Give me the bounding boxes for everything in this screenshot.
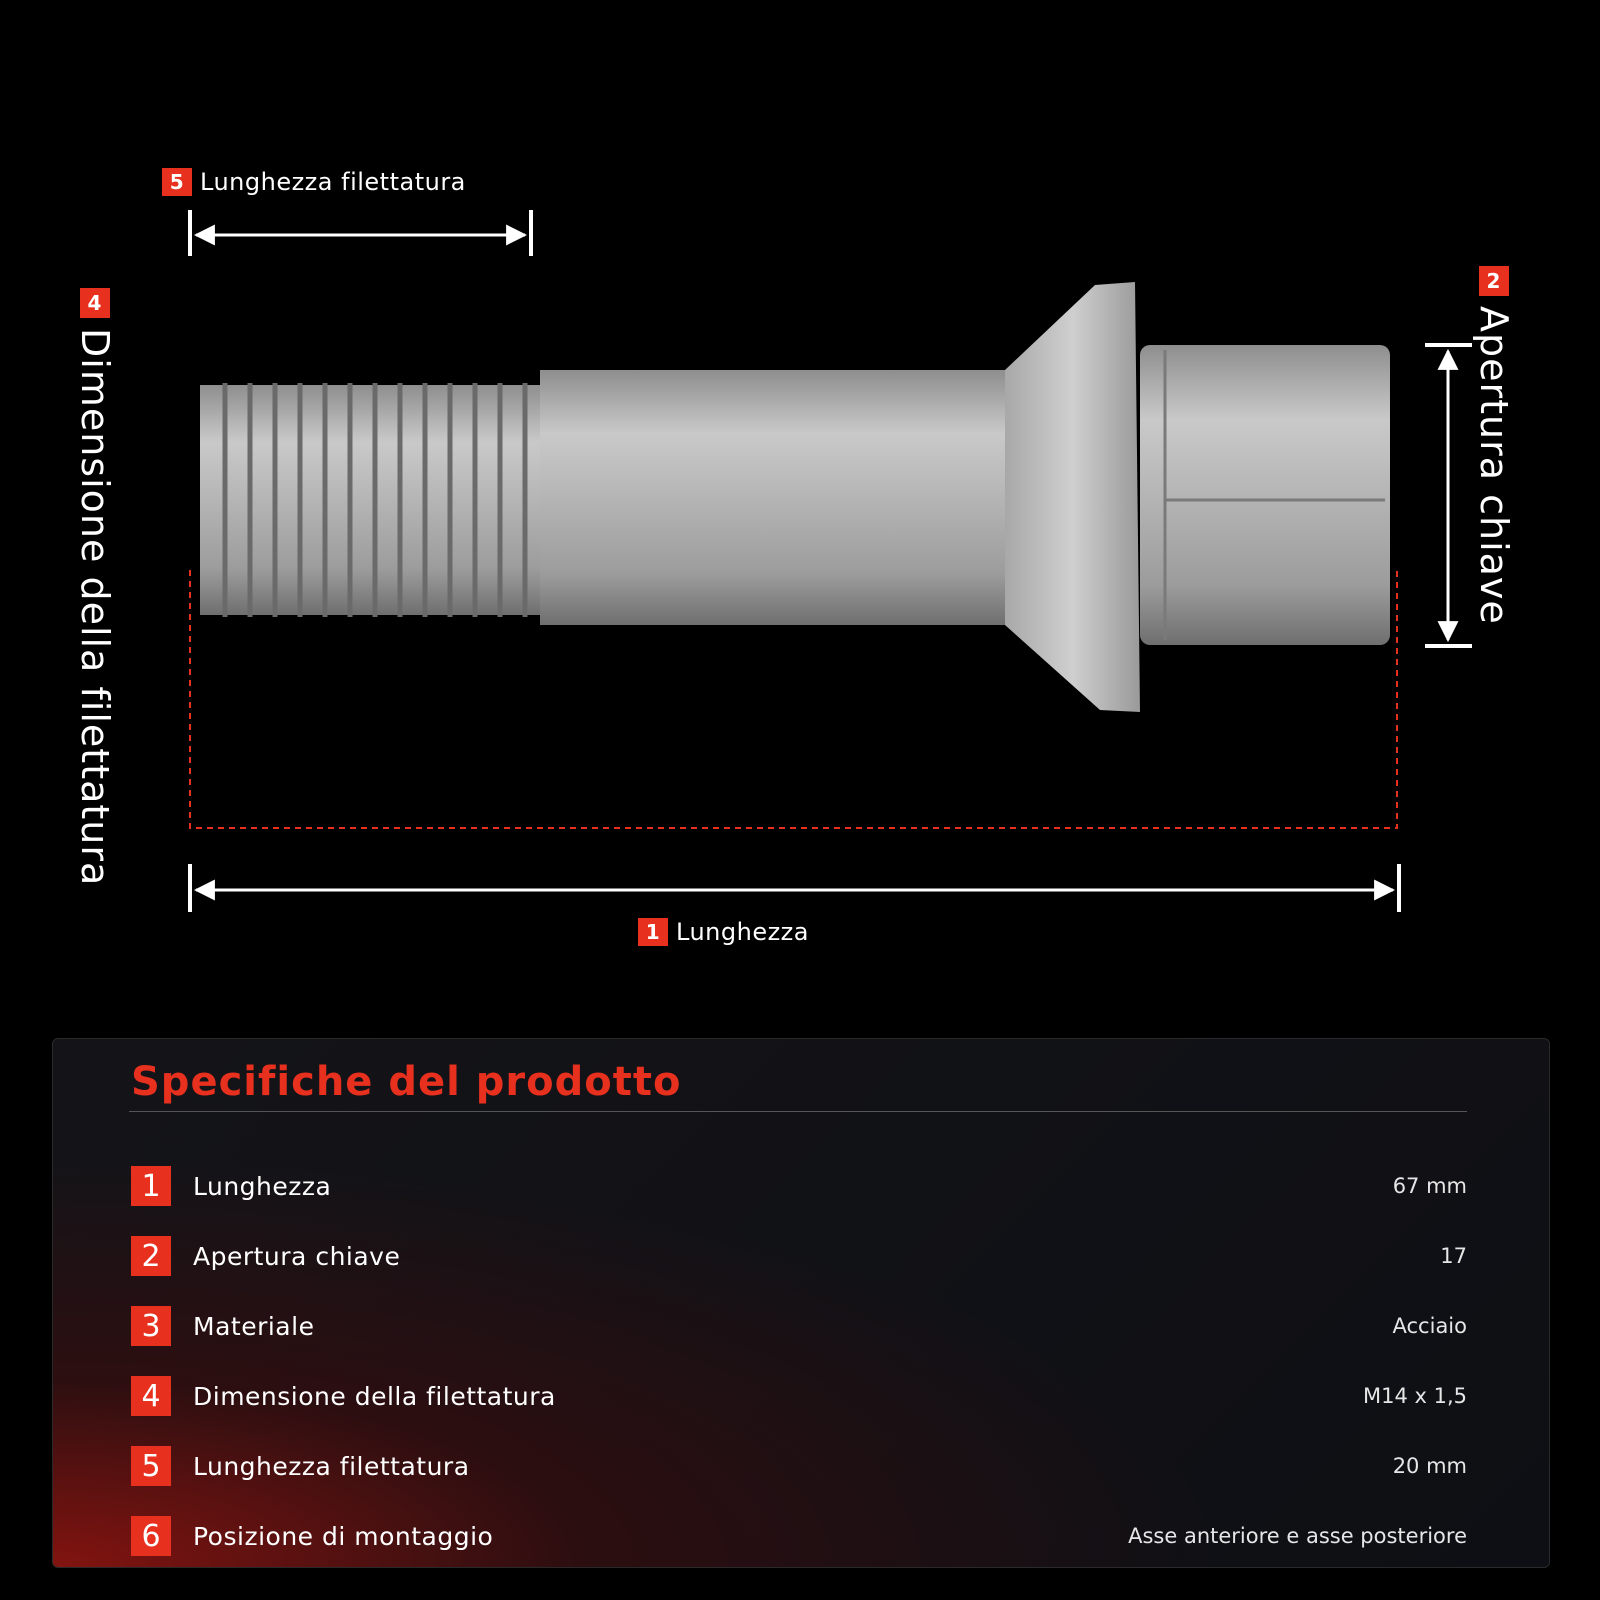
thread-length-label-text: Lunghezza filettatura — [200, 168, 466, 196]
thread-size-label — [73, 288, 117, 886]
badge-2: 2 — [1479, 266, 1509, 296]
specs-title: Specifiche del prodotto — [131, 1059, 682, 1105]
spec-value: 67 mm — [1392, 1174, 1467, 1198]
spec-badge: 1 — [131, 1166, 171, 1206]
spec-row-mounting-position — [131, 1501, 1467, 1571]
spec-value: Acciaio — [1392, 1314, 1467, 1338]
spec-value: M14 x 1,5 — [1362, 1384, 1467, 1408]
length-dimension — [190, 864, 1399, 912]
spec-badge: 6 — [131, 1516, 171, 1556]
spec-row-material — [131, 1291, 1467, 1361]
wrench-opening-label-text: Apertura chiave — [1472, 306, 1516, 625]
specs-divider — [129, 1111, 1467, 1112]
badge-4: 4 — [80, 288, 110, 318]
spec-value: 17 — [1440, 1244, 1467, 1268]
badge-1: 1 — [638, 918, 668, 946]
thread-length-label — [162, 168, 466, 196]
wrench-opening-label — [1472, 266, 1516, 625]
spec-row-wrench-opening — [131, 1221, 1467, 1291]
specs-panel — [52, 1038, 1550, 1568]
wrench-opening-dimension — [1425, 345, 1472, 646]
spec-row-thread-length — [131, 1431, 1467, 1501]
spec-value: 20 mm — [1392, 1454, 1467, 1478]
specs-list — [131, 1151, 1467, 1571]
length-label-text: Lunghezza — [676, 918, 809, 946]
spec-name: Lunghezza — [193, 1171, 332, 1201]
thread-size-label-text: Dimensione della filettatura — [73, 328, 117, 887]
spec-name: Dimensione della filettatura — [193, 1381, 556, 1411]
length-label — [638, 918, 809, 946]
thread-length-dimension — [190, 210, 531, 256]
badge-5: 5 — [162, 168, 192, 196]
spec-badge: 3 — [131, 1306, 171, 1346]
spec-badge: 4 — [131, 1376, 171, 1416]
spec-row-thread-size — [131, 1361, 1467, 1431]
spec-name: Lunghezza filettatura — [193, 1451, 470, 1481]
spec-row-length — [131, 1151, 1467, 1221]
spec-badge: 2 — [131, 1236, 171, 1276]
bolt-image — [200, 282, 1390, 712]
spec-value: Asse anteriore e asse posteriore — [1128, 1524, 1467, 1548]
spec-name: Apertura chiave — [193, 1241, 401, 1271]
spec-name: Posizione di montaggio — [193, 1521, 494, 1551]
spec-badge: 5 — [131, 1446, 171, 1486]
spec-name: Materiale — [193, 1311, 315, 1341]
